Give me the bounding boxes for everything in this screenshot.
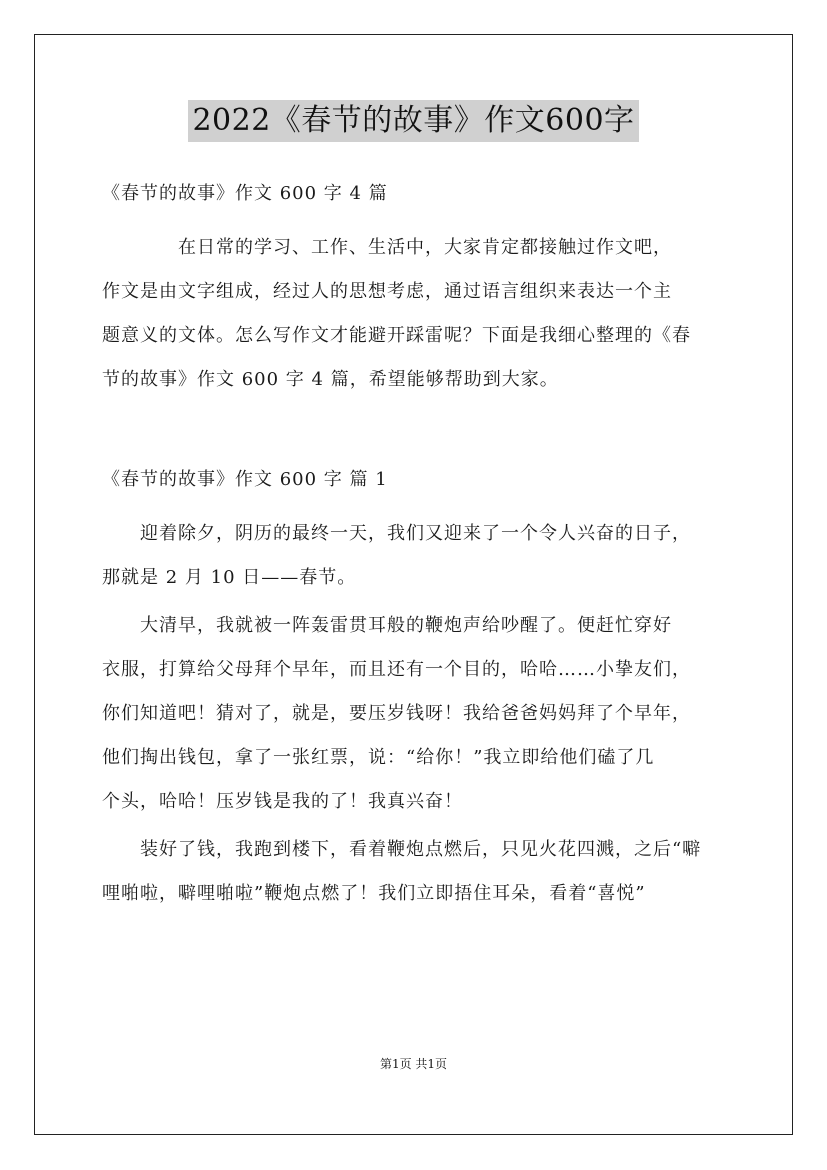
body-line: 哩啪啦，噼哩啪啦”鞭炮点燃了！我们立即捂住耳朵，看着“喜悦” <box>102 883 646 904</box>
body-line: 那就是 2 月 10 日——春节。 <box>102 567 357 588</box>
body-line: 个头，哈哈！压岁钱是我的了！我真兴奋！ <box>102 791 463 812</box>
document-title: 2022《春节的故事》作文600字 <box>188 100 638 142</box>
section-heading: 《春节的故事》作文 600 字 篇 1 <box>102 469 388 490</box>
body-line: 大清早，我就被一阵轰雷贯耳般的鞭炮声给吵醒了。便赶忙穿好 <box>102 615 672 636</box>
page-footer: 第1页 共1页 <box>379 1057 448 1071</box>
title-wrap <box>0 100 827 142</box>
paragraph-gap <box>102 402 742 458</box>
intro-line: 作文是由文字组成，经过人的思想考虑，通过语言组织来表达一个主 <box>102 281 672 302</box>
body-line: 迎着除夕，阴历的最终一天，我们又迎来了一个令人兴奋的日子， <box>102 523 691 544</box>
intro-line: 节的故事》作文 600 字 4 篇，希望能够帮助到大家。 <box>102 369 559 390</box>
document-content <box>102 172 742 916</box>
body-line: 衣服，打算给父母拜个早年，而且还有一个目的，哈哈……小挚友们， <box>102 659 691 680</box>
intro-line: 在日常的学习、工作、生活中，大家肯定都接触过作文吧， <box>102 237 672 258</box>
body-line: 你们知道吧！猜对了，就是，要压岁钱呀！我给爸爸妈妈拜了个早年， <box>102 703 691 724</box>
body-line: 装好了钱，我跑到楼下，看着鞭炮点燃后，只见火花四溅，之后“噼 <box>102 839 702 860</box>
body-line: 他们掏出钱包，拿了一张红票，说：“给你！”我立即给他们磕了几 <box>102 747 655 768</box>
subtitle: 《春节的故事》作文 600 字 4 篇 <box>102 183 388 204</box>
intro-line: 题意义的文体。怎么写作文才能避开踩雷呢？下面是我细心整理的《春 <box>102 325 691 346</box>
